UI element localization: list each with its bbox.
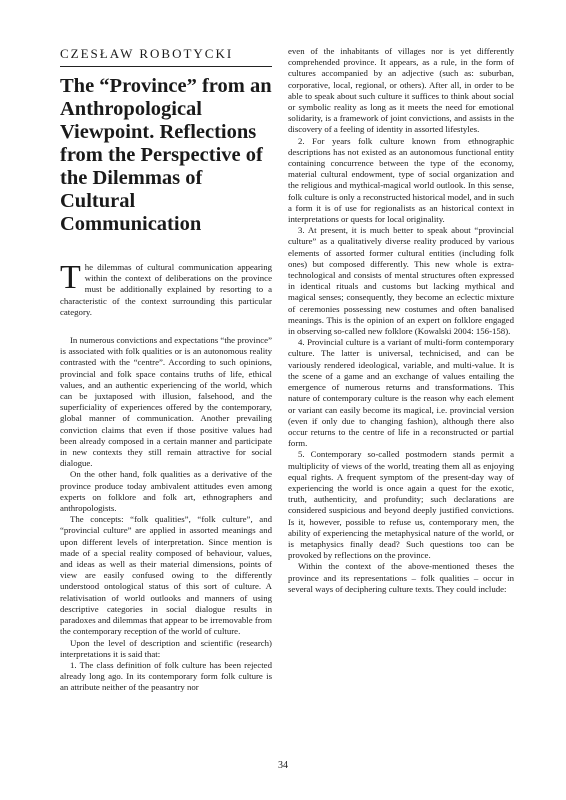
drop-cap: T xyxy=(60,259,81,296)
body-paragraph: 2. For years folk culture known from ethnographic descriptions has not existed as an autonomous functional entity containing concurrence between the type of the economy, material cultural endowment, type of social organization and the religious and mythical-magical world outlook. In this sense, folk culture is only a reconstructed historical model, and in such a form it is of use for regionalists as an historical context in interpretations or quests for local originality. xyxy=(288,135,514,225)
right-column xyxy=(288,46,514,595)
body-paragraph: In numerous convictions and expectations “the province” is associated with folk qualities or is an autonomous reality contrasted with the “centre”. According to such opinions, provincial and folk space contains truths of life, ethical values, and an authentic experiencing of the world, which can be juxtaposed with illusion, falsehood, and the superficiality of experiences offered by the contemporary, global manner of communication. Another prevailing conviction claims that even if those positive values had been already composed in a certain manner and participate in new contexts they still remain attractive for social dialogue. xyxy=(60,335,272,469)
body-paragraph: even of the inhabitants of villages nor is yet differently comprehended province. It appears, as a rule, in the form of cultures accompanied by an adjective (such as: suburban, corporative, local, regional, or others). After all, in order to be able to speak about such culture it suffices to think about social or symbolic reality as long as it meets the need for emotional solidarity, is a framework of joint convictions, and assists in the discovery of a feeling of identity in assorted lifestyles. xyxy=(288,46,514,135)
body-paragraph: Within the context of the above-mentioned theses the province and its representations – folk qualities – occur in several ways of deciphering culture texts. They could include: xyxy=(288,561,514,594)
page-number: 34 xyxy=(278,760,288,771)
lead-paragraph xyxy=(60,259,272,318)
body-paragraph: The concepts: “folk qualities”, “folk culture”, and “provincial culture” are applied in assorted meanings and upon different levels of interpretation. Since mention is made of a special reality composed of behaviour, values, and ideas as well as their material dimensions, points of view are easily confused owing to the differently understood ontological status of this sort of culture. A relativisation of world outlooks and manners of using descriptive categories in social dialogue results in paradoxes and dilemmas that appear to be irremovable from the contemporary reception of the world of culture. xyxy=(60,514,272,637)
body-paragraph: 3. At present, it is much better to speak about “provincial culture” as a qualitatively diverse reality produced by various elements of assorted former cultural entities (including folk ones) but composed differently. This new whole is extra-technological and consists of mental structures often expressed in identical rituals and customs but lacking mythical and magical senses; consequently, they become an eclectic mixture of ceremonies possessing new costumes and often banalised meanings. This is the opinion of an expert on folklore engaged in observing so-called new folklore (Kowalski 2004: 156-158). xyxy=(288,225,514,337)
article-title: The “Province” from an Anthropological Viewpoint. Reflections from the Perspective of the Dilemmas of Cultural Communication xyxy=(60,75,272,235)
body-paragraph: 5. Contemporary so-called postmodern stands permit a multiplicity of views of the world, treating them all as enjoying equal rights. A frequent symptom of the present-day way of experiencing the world is once again a quest for the exotic, truth, authenticity, and profundity; such declarations are considered suspicious and beyond deeply justified convictions. Is it, however, possible to refuse us, contemporary men, the ability of experiencing the metaphysical nature of the world, or is metaphysics finally dead? Such questions too can be provoked by reflections on the province. xyxy=(288,449,514,561)
left-column xyxy=(60,46,272,694)
body-paragraph: Upon the level of description and scientific (research) interpretations it is said that: xyxy=(60,637,272,659)
author-name: CZESŁAW ROBOTYCKI xyxy=(60,46,272,67)
body-paragraph: 1. The class definition of folk culture has been rejected already long ago. In its contemporary form folk culture is an attribute neither of the peasantry nor xyxy=(60,659,272,693)
body-paragraph: On the other hand, folk qualities as a derivative of the province produce today ambivalent attitudes even among experts on folklore and folk art, ethnographers and anthropologists. xyxy=(60,469,272,514)
lead-text: he dilemmas of cultural communication appearing within the context of deliberations on the province must be additionally explained by resorting to a characteristic of the context surrounding this particular category. xyxy=(60,262,272,317)
body-paragraph: 4. Provincial culture is a variant of multi-form contemporary culture. The latter is universal, technicised, and can be variously rendered ideological, variable, and multi-value. It is the scene of a game and an exchange of values entailing the emergence of numerous returns and transformations. This nature of contemporary culture is the reason why each element or variant can easily become its magical, i.e. provincial version (even if only due to changing fashion), although there also occur returns to the centre of life in a reconstructed or partial form. xyxy=(288,337,514,449)
